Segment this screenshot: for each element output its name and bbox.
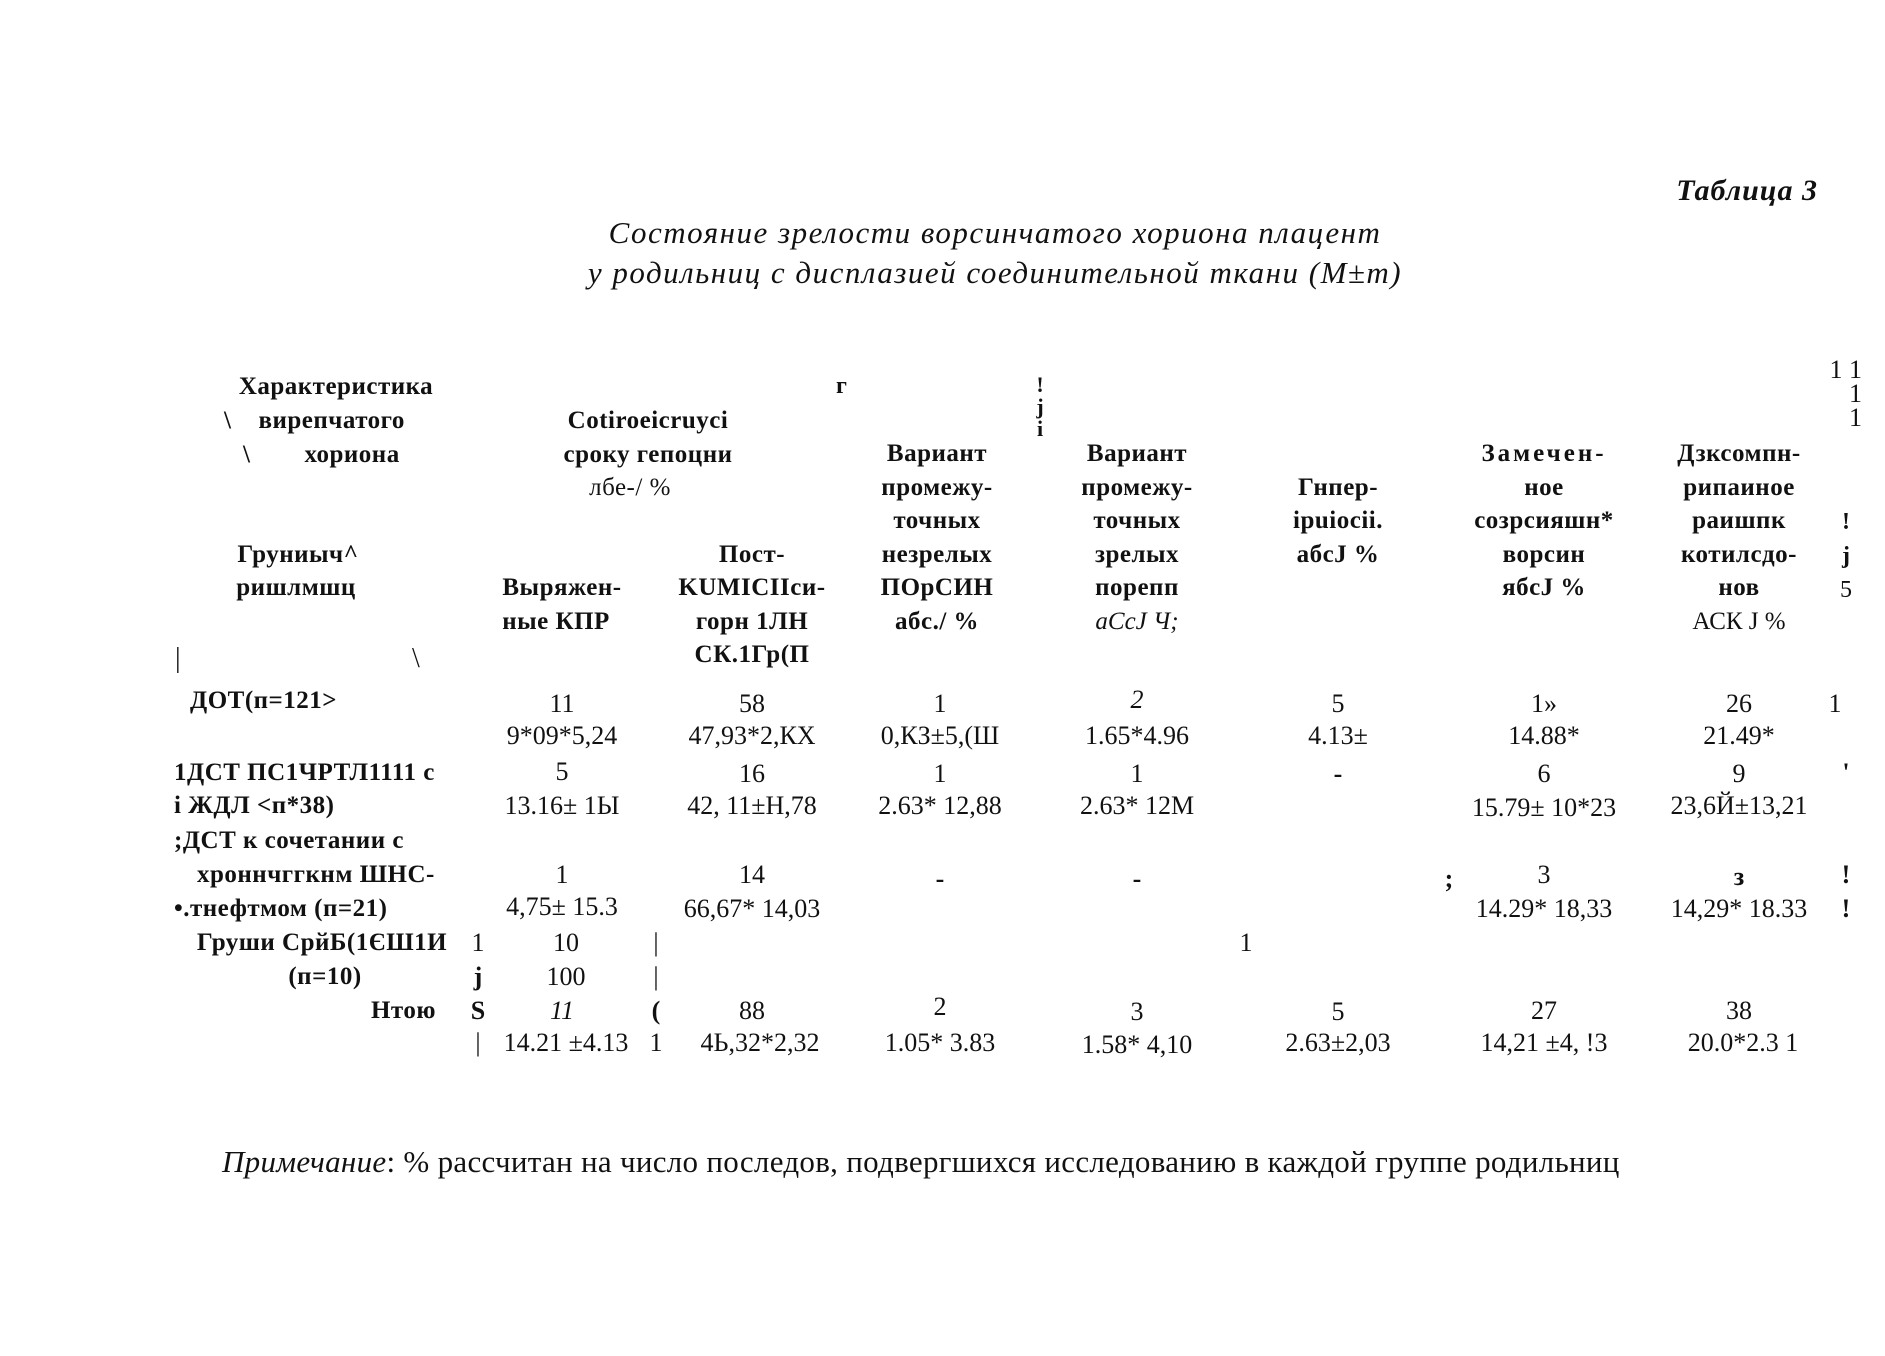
row4-mid-mark: 1 [1239, 928, 1253, 957]
row1-c5-pct: 4.13± [1308, 721, 1368, 750]
col1a-line-1: Выряжен- [502, 574, 622, 601]
row1-c2-pct: 47,93*2,КХ [688, 721, 816, 750]
col3-line-5: порепп [1095, 574, 1179, 601]
row1-c7-abs: 26 [1726, 689, 1752, 718]
col1-group-line-3: лбе-/ % [589, 474, 671, 501]
row2-c7-pct: 23,6Й±13,21 [1670, 791, 1808, 820]
row-head-characteristic: Характеристика [238, 373, 434, 400]
col2-line-4: незрелых [881, 541, 993, 568]
col2-line-5: ПОрСИН [880, 574, 994, 601]
col5-line-2: ное [1524, 474, 1564, 501]
table-label: Таблица 3 [1676, 174, 1818, 207]
artifact-g: г [836, 373, 847, 399]
row5-c2-pct: 4Ь,32*2,32 [700, 1028, 820, 1057]
row5-c6-abs: 27 [1531, 996, 1557, 1025]
row5-c5-abs: 5 [1331, 997, 1345, 1026]
row5-c2-abs: 88 [739, 996, 765, 1025]
row3-label-2: хроннчггкнм ШНС- [197, 861, 435, 888]
col4-line-3: абсJ % [1296, 541, 1380, 568]
col4-line-2: ipuiocii. [1293, 507, 1383, 534]
row1-c1-pct: 9*09*5,24 [506, 721, 618, 750]
row1-c4-abs: 2 [1130, 685, 1144, 714]
row1-c5-abs: 5 [1331, 689, 1345, 718]
row3-c1-pct: 4,75± 15.3 [506, 892, 618, 921]
col1b-line-4: СК.1Гр(П [694, 641, 810, 668]
col2-line-2: промежу- [881, 474, 993, 501]
col1b-line-3: горн 1ЛН [695, 608, 809, 635]
bar-right-mark: \ [412, 643, 420, 674]
row3-c2-pct: 66,67* 14,03 [683, 894, 821, 923]
artifact-top-right-2: 1 [1849, 379, 1862, 408]
col6-line-5: нов [1718, 574, 1760, 601]
col3-line-3: точных [1093, 507, 1181, 534]
row3-right-mark-1: ! [1841, 860, 1851, 889]
row2-c7-abs: 9 [1732, 759, 1746, 788]
row3-c2-abs: 14 [739, 860, 765, 889]
row5-c1-abs: 11 [549, 996, 575, 1025]
col1b-line-1: Пост- [718, 541, 786, 568]
row2-c3-pct: 2.63* 12,88 [878, 791, 1002, 820]
col1-group-line-1: Cotiroeicruyci [567, 407, 729, 434]
row1-right-mark: 1 [1828, 689, 1842, 718]
artifact-right-col-3: 5 [1840, 577, 1852, 603]
row1-c7-pct: 21.49* [1703, 721, 1775, 750]
row4-mark-a1: 1 [471, 928, 485, 957]
row4-mark-a3: S [470, 996, 486, 1025]
row5-c3-abs: 2 [933, 992, 947, 1021]
row3-semicolon-mark: ; [1444, 864, 1454, 893]
row1-c4-pct: 1.65*4.96 [1085, 721, 1189, 750]
row2-c1-abs: 5 [555, 757, 569, 786]
col2-line-6: абс./ % [894, 608, 980, 635]
col2-line-3: точных [893, 507, 981, 534]
table-title-line-1: Состояние зрелости ворсинчатого хориона плацент [608, 215, 1382, 250]
row5-label: Нтою [370, 997, 436, 1024]
table-title-line-2: у родильниц с дисплазией соединительной ткани (М±т) [587, 255, 1403, 290]
row2-right-mark: ' [1842, 758, 1850, 787]
row2-c6-abs: 6 [1537, 759, 1551, 788]
row2-c3-abs: 1 [933, 759, 947, 788]
row2-label-1: 1ДСТ ПС1ЧРТЛ1111 с [174, 759, 435, 786]
row3-label-1: ;ДСТ к сочетании с [174, 827, 404, 854]
row4-mark-b1: | [653, 928, 659, 957]
col1a-line-2: ные КПР [502, 608, 610, 635]
col5-line-5: ябсJ % [1502, 574, 1586, 601]
row2-c4-pct: 2.63* 12М [1079, 791, 1195, 820]
artifact-i: i [1036, 416, 1044, 441]
col4-line-1: Гнпер- [1297, 474, 1379, 501]
row2-c5-abs: - [1333, 759, 1343, 788]
row2-c1-pct: 13.16± 1Ы [504, 791, 620, 820]
row4-label-1: Груши СрйБ(1ЄШ1И [196, 929, 448, 956]
col5-line-4: ворсин [1502, 541, 1586, 568]
artifact-top-right-1: 1 1 [1829, 355, 1862, 384]
col6-line-6: АСК J % [1692, 608, 1786, 635]
row5-c5-pct: 2.63±2,03 [1285, 1028, 1391, 1057]
row4-mark-a2: j [473, 962, 483, 991]
artifact-right-col-2: j [1842, 543, 1850, 569]
col3-line-2: промежу- [1081, 474, 1193, 501]
row5-c4-pct: 1.58* 4,10 [1081, 1030, 1193, 1059]
row3-c4-abs: - [1132, 864, 1142, 893]
row5-c3-pct: 1.05* 3.83 [884, 1028, 996, 1057]
row4-c1-pct: 100 [546, 962, 586, 991]
row1-c3-abs: 1 [933, 689, 947, 718]
col1-group-line-2: сроку гепоцни [563, 441, 733, 468]
col3-line-1: Вариант [1086, 440, 1188, 467]
artifact-j: j [1036, 394, 1044, 419]
row2-label-2: i ЖДЛ <п*38) [174, 792, 335, 819]
col6-line-2: рипаиное [1683, 474, 1795, 501]
row3-c6-pct: 14.29* 18,33 [1475, 894, 1613, 923]
row5-c4-abs: 3 [1130, 997, 1144, 1026]
row3-c6-abs: 3 [1537, 860, 1551, 889]
footnote-text: : % рассчитан на число последов, подвергшихся исследованию в каждой группе родильниц [386, 1144, 1620, 1179]
row1-c6-abs: 1» [1531, 689, 1557, 718]
col1b-line-2: KUMICIIси- [678, 574, 826, 601]
row1-c6-pct: 14.88* [1508, 721, 1580, 750]
row5-c7-abs: 38 [1726, 996, 1752, 1025]
row4-mark-a4: | [475, 1028, 481, 1057]
artifact-right-col-1: ! [1842, 509, 1850, 535]
col6-line-4: котилсдо- [1680, 541, 1798, 568]
col6-line-3: раишпк [1692, 507, 1786, 534]
bar-left-mark: | [175, 643, 181, 674]
row2-c4-abs: 1 [1130, 759, 1144, 788]
row3-c3-abs: - [935, 864, 945, 893]
row1-c3-pct: 0,КЗ±5,(Ш [880, 721, 1000, 750]
row1-label: ДОТ(п=121> [190, 687, 338, 714]
row4-label-2: (п=10) [288, 963, 362, 990]
artifact-excl: ! [1036, 372, 1044, 397]
artifact-top-right-3: 1 [1849, 403, 1862, 432]
row1-c2-abs: 58 [739, 689, 765, 718]
row3-c7-pct: 14,29* 18.33 [1670, 894, 1808, 923]
row2-c2-abs: 16 [739, 759, 765, 788]
row5-c7-pct: 20.0*2.3 1 [1687, 1028, 1799, 1057]
row5-c1-pct: 14.21 ±4.13 [503, 1028, 629, 1057]
row3-c7-abs: з [1733, 862, 1745, 891]
row-head-mothers: ришлмшц [236, 574, 356, 601]
row1-c1-abs: 11 [549, 689, 575, 718]
col5-line-3: созрсияшн* [1474, 507, 1614, 534]
row4-c1-abs: 10 [553, 928, 579, 957]
row2-c2-pct: 42, 11±Н,78 [687, 791, 817, 820]
row4-mark-b3: ( [651, 996, 661, 1025]
row4-mark-b4: 1 [649, 1028, 663, 1057]
row-head-groups: Груниыч^ [237, 541, 359, 568]
footnote [222, 1146, 1620, 1177]
col3-line-4: зрелых [1094, 541, 1180, 568]
row2-c6-pct: 15.79± 10*23 [1471, 793, 1617, 822]
col5-line-1: Замечен- [1481, 440, 1607, 467]
row-head-chorion-2: \ хориона [243, 441, 400, 468]
row3-label-3: •.тнефтмом (п=21) [174, 895, 388, 922]
col6-line-1: Дзксомпн- [1677, 440, 1801, 467]
row3-right-mark-2: ! [1841, 894, 1851, 923]
row3-c1-abs: 1 [555, 860, 569, 889]
col2-line-1: Вариант [886, 440, 988, 467]
row4-mark-b2: | [653, 962, 659, 991]
row-head-chorion-1: \ вирепчатого [224, 407, 405, 434]
col3-line-6: aCcJ Ч; [1095, 608, 1179, 635]
footnote-label: Примечание [222, 1144, 387, 1179]
row5-c6-pct: 14,21 ±4, !3 [1480, 1028, 1608, 1057]
